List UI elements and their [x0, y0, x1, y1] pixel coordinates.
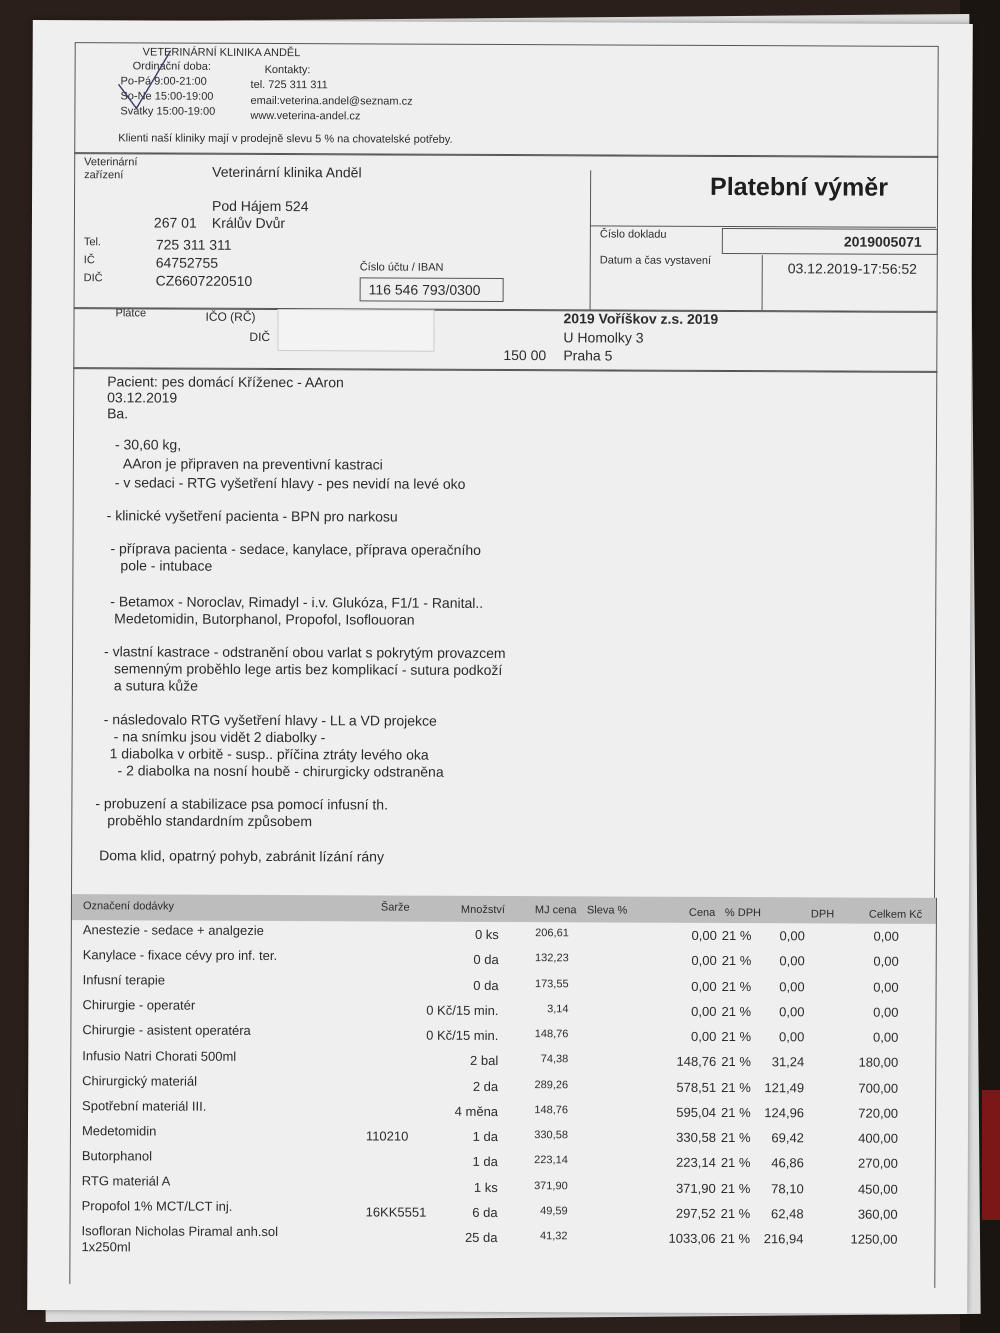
cell-total: 720,00 — [858, 1105, 899, 1121]
col-header-vat-pct: % DPH — [724, 906, 762, 920]
cell-qty: 0 Kč/15 min. — [426, 1002, 499, 1018]
note-line: Medetomidin, Butorphanol, Propofol, Isoflouoran — [114, 610, 415, 628]
payer-label: Plátce — [115, 307, 147, 320]
note-line: pole - intubace — [120, 557, 213, 574]
facility-label: zařízení — [84, 169, 124, 182]
contact-line: www.veterina-andel.cz — [250, 109, 361, 123]
cell-vat: 0,00 — [779, 1029, 805, 1045]
cell-vat: 62,48 — [771, 1205, 804, 1222]
cell-item-line2: 1x250ml — [81, 1239, 131, 1255]
cell-unit: 289,26 — [534, 1078, 569, 1091]
cell-price: 595,04 — [676, 1104, 717, 1120]
cell-price: 578,51 — [676, 1079, 717, 1095]
cell-unit: 223,14 — [534, 1154, 568, 1167]
document-title: Platební výměr — [710, 172, 889, 202]
note-line: Pacient: pes domácí Kříženec - AAron — [107, 373, 344, 391]
col-header-price: Cena — [688, 906, 716, 919]
facility-city: Králův Dvůr — [211, 214, 286, 232]
cell-total: 0,00 — [873, 1029, 899, 1045]
account-label: Číslo účtu / IBAN — [359, 261, 444, 274]
cell-item: Chirurgie - asistent operatéra — [82, 1022, 251, 1039]
note-line: - Betamox - Noroclav, Rimadyl - i.v. Glukóza, F1/1 - Ranital.. — [110, 593, 484, 611]
facility-ic: 64752755 — [155, 254, 219, 271]
cell-qty: 4 měna — [454, 1103, 499, 1119]
col-header-discount: Sleva % — [586, 904, 628, 917]
cell-total: 0,00 — [873, 1004, 899, 1020]
cell-price: 148,76 — [676, 1054, 717, 1070]
cell-qty: 0 ks — [474, 926, 499, 942]
cell-total: 0,00 — [873, 928, 899, 944]
cell-total: 180,00 — [858, 1054, 899, 1070]
table-border-left — [69, 894, 72, 1284]
cell-qty: 1 da — [472, 1154, 498, 1170]
cell-vat: 124,96 — [764, 1104, 805, 1121]
cell-unit: 206,61 — [535, 927, 569, 940]
facility-street: Pod Hájem 524 — [211, 197, 309, 215]
cell-vat-pct: 21 % — [721, 1028, 752, 1045]
col-header-total: Celkem Kč — [868, 908, 923, 921]
cell-price: 0,00 — [691, 1003, 717, 1019]
background-object — [982, 1090, 1000, 1220]
ico-label: IČO (RČ) — [205, 309, 256, 324]
cell-vat-pct: 21 % — [720, 1205, 751, 1221]
note-line: a sutura kůže — [113, 677, 199, 694]
cell-qty: 2 bal — [470, 1053, 499, 1069]
cell-vat-pct: 21 % — [721, 1104, 751, 1120]
cell-unit: 132,23 — [535, 952, 569, 965]
cell-total: 0,00 — [873, 953, 899, 969]
tel-label: Tel. — [83, 236, 102, 249]
cell-vat-pct: 21 % — [720, 1155, 751, 1171]
payer-dic-label: DIČ — [249, 329, 271, 344]
cell-price: 223,14 — [676, 1155, 716, 1171]
cell-vat-pct: 21 % — [720, 1230, 751, 1247]
cell-qty: 1 da — [472, 1128, 498, 1144]
payer-street: U Homolky 3 — [563, 329, 644, 346]
note-line: - vlastní kastrace - odstranění obou varlat s pokrytým provazcem — [104, 643, 506, 662]
cell-vat: 31,24 — [771, 1054, 805, 1070]
cell-item: Infusio Natri Chorati 500ml — [82, 1047, 237, 1064]
note-line: semenným proběhlo lege artis bez komplikací - sutura podkoží — [113, 660, 503, 679]
cell-qty: 25 da — [464, 1229, 498, 1245]
payer-zip: 150 00 — [503, 347, 547, 364]
invoice-paper — [27, 20, 973, 1314]
cell-vat-pct: 21 % — [721, 927, 752, 944]
cell-total: 360,00 — [857, 1206, 898, 1222]
cell-item: Spotřební materiál III. — [82, 1097, 207, 1114]
cell-qty: 0 da — [473, 977, 499, 993]
cell-price: 330,58 — [676, 1129, 716, 1145]
redacted-field — [277, 309, 434, 352]
cell-vat-pct: 21 % — [720, 1129, 751, 1146]
cell-vat-pct: 21 % — [721, 953, 752, 969]
cell-unit: 41,32 — [539, 1230, 568, 1243]
cell-qty: 0 Kč/15 min. — [426, 1027, 499, 1043]
cell-unit: 74,38 — [540, 1053, 569, 1066]
note-line: AAron je připraven na preventivní kastraci — [122, 455, 383, 473]
cell-unit: 371,90 — [534, 1179, 568, 1192]
col-header-batch: Šarže — [380, 901, 410, 914]
table-header — [71, 894, 936, 924]
facility-label: Veterinární — [84, 156, 138, 169]
cell-price: 1033,06 — [668, 1230, 716, 1246]
cell-vat: 0,00 — [779, 978, 805, 994]
doc-datetime: 03.12.2019-17:56:52 — [787, 260, 918, 277]
payer-name: 2019 Voříškov z.s. 2019 — [563, 310, 719, 327]
hours-line: Po-Pá 9:00-21:00 — [120, 75, 207, 88]
pen-check-mark — [114, 46, 174, 122]
cell-vat: 121,49 — [764, 1079, 805, 1095]
hours-line: So-Ne 15:00-19:00 — [120, 90, 214, 103]
cell-total: 700,00 — [858, 1080, 899, 1096]
cell-qty: 0 da — [473, 952, 499, 968]
doc-number-label: Číslo dokladu — [599, 228, 667, 241]
note-line: 03.12.2019 — [107, 389, 178, 406]
cell-vat-pct: 21 % — [721, 1003, 752, 1019]
cell-item: Propofol 1% MCT/LCT inj. — [81, 1198, 233, 1214]
cell-batch: 110210 — [365, 1128, 409, 1144]
cell-item: Butorphanol — [81, 1148, 153, 1164]
cell-vat-pct: 21 % — [720, 1180, 751, 1196]
note-line: proběhlo standardním způsobem — [107, 812, 313, 830]
cell-unit: 173,55 — [534, 977, 569, 990]
payer-city: Praha 5 — [563, 347, 613, 364]
cell-batch: 16KK5551 — [365, 1204, 427, 1220]
cell-unit: 330,58 — [534, 1129, 568, 1142]
cell-unit: 3,14 — [547, 1002, 569, 1016]
hours-title: Ordinační doba: — [132, 60, 211, 73]
col-header-unit-price: MJ cena — [534, 904, 577, 917]
cell-vat: 78,10 — [771, 1180, 804, 1196]
cell-item: Medetomidin — [81, 1122, 157, 1139]
cell-price: 371,90 — [675, 1180, 716, 1196]
cell-total: 450,00 — [857, 1181, 898, 1197]
cell-qty: 6 da — [472, 1204, 498, 1220]
cell-vat: 0,00 — [779, 928, 805, 944]
cell-item: Chirurgie - operatér — [82, 997, 196, 1013]
cell-item: Infusní terapie — [82, 972, 166, 988]
clinic-name: VETERINÁRNÍ KLINIKA ANDĚL — [142, 46, 301, 60]
cell-total: 270,00 — [858, 1155, 898, 1171]
cell-vat: 216,94 — [763, 1231, 804, 1247]
cell-vat-pct: 21 % — [721, 1054, 751, 1070]
contact-line: tel. 725 311 311 — [250, 78, 328, 92]
facility-name: Veterinární klinika Anděl — [212, 163, 362, 181]
note-line: 1 diabolka v orbitě - susp.. příčina ztráty levého oka — [109, 745, 429, 763]
note-line: - příprava pacienta - sedace, kanylace, příprava operačního — [110, 540, 481, 558]
cell-price: 0,00 — [691, 1028, 717, 1044]
cell-item: Kanylace - fixace cévy pro inf. ter. — [82, 947, 278, 964]
cell-unit: 49,59 — [540, 1204, 568, 1218]
note-line: Ba. — [107, 405, 129, 422]
note-line: - probuzení a stabilizace psa pomocí infusní th. — [95, 795, 389, 813]
dic-label: DIČ — [83, 272, 103, 285]
note-line: - 2 diabolka na nosní houbě - chirurgicky odstraněna — [117, 762, 444, 780]
note-line: - na snímku jsou vidět 2 diabolky - — [113, 728, 326, 746]
cell-item: Chirurgický materiál — [82, 1072, 198, 1089]
discount-note: Klienti naší kliniky mají v prodejně slevu 5 % na chovatelské potřeby. — [118, 132, 453, 146]
note-line: Doma klid, opatrný pohyb, zabránit lízání rány — [99, 847, 385, 865]
payer-box — [73, 307, 937, 373]
cell-unit: 148,76 — [534, 1103, 569, 1117]
col-header-qty: Množství — [460, 903, 505, 917]
note-line: - v sedaci - RTG vyšetření hlavy - pes nevidí na levé oko — [114, 474, 466, 492]
cell-item: Isofloran Nicholas Piramal anh.sol — [81, 1223, 279, 1240]
cell-item: RTG materiál A — [81, 1173, 171, 1189]
table-border-right — [934, 898, 937, 1288]
cell-price: 0,00 — [691, 953, 717, 969]
facility-dic: CZ6607220510 — [155, 272, 253, 289]
cell-total: 400,00 — [858, 1130, 898, 1146]
facility-tel: 725 311 311 — [155, 236, 232, 253]
col-header-item: Označení dodávky — [82, 900, 175, 913]
cell-price: 297,52 — [675, 1205, 716, 1221]
cell-price: 0,00 — [691, 978, 717, 994]
cell-vat: 46,86 — [771, 1155, 804, 1171]
datetime-label: Datum a čas vystavení — [599, 254, 712, 267]
contact-line: email:veterina.andel@seznam.cz — [250, 94, 413, 108]
cell-qty: 2 da — [472, 1078, 499, 1094]
facility-account: 116 546 793/0300 — [368, 281, 481, 298]
cell-price: 0,00 — [691, 927, 717, 943]
cell-vat: 0,00 — [779, 1003, 805, 1020]
facility-zip: 267 01 — [153, 214, 197, 231]
cell-vat: 0,00 — [779, 953, 805, 969]
cell-vat: 69,42 — [771, 1130, 804, 1146]
cell-total: 1250,00 — [850, 1231, 898, 1247]
note-line: - následovalo RTG vyšetření hlavy - LL a VD projekce — [103, 711, 437, 729]
contacts-title: Kontakty: — [264, 63, 311, 77]
ic-label: IČ — [83, 254, 95, 267]
cell-qty: 1 ks — [473, 1179, 498, 1195]
doc-number: 2019005071 — [843, 233, 922, 250]
cell-total: 0,00 — [873, 979, 899, 995]
cell-unit: 148,76 — [534, 1028, 569, 1041]
cell-item: Anestezie - sedace + analgezie — [82, 922, 264, 938]
col-header-vat: DPH — [810, 908, 835, 921]
hours-line: Svátky 15:00-19:00 — [120, 105, 216, 118]
cell-vat-pct: 21 % — [721, 1079, 751, 1095]
note-line: - klinické vyšetření pacienta - BPN pro narkosu — [106, 507, 398, 525]
cell-vat-pct: 21 % — [721, 978, 752, 994]
note-line: - 30,60 kg, — [114, 436, 182, 453]
